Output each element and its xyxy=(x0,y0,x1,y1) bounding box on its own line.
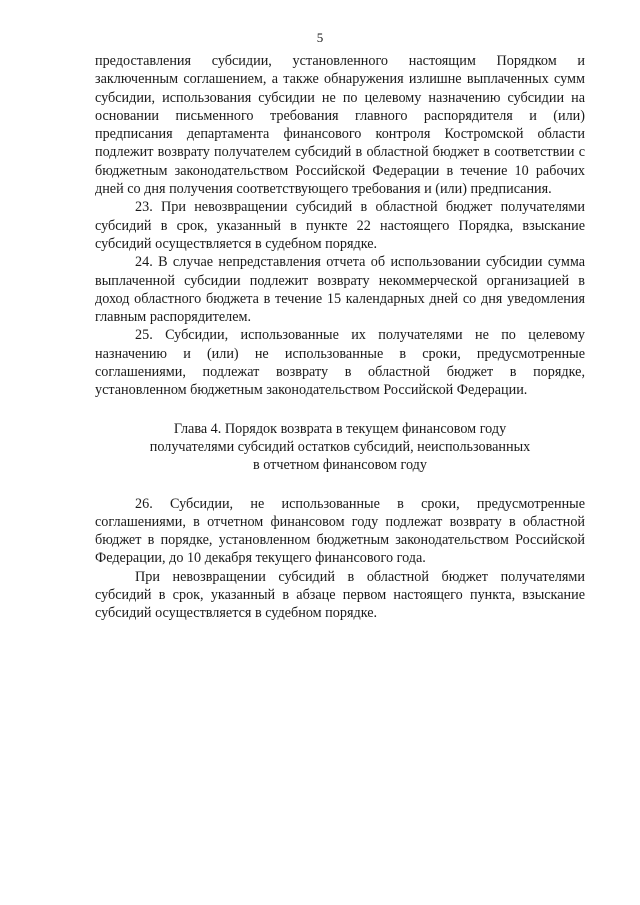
chapter-heading-line-1: Глава 4. Порядок возврата в текущем финансовом году xyxy=(173,420,507,437)
paragraph-26: 26. Субсидии, не использованные в сроки, предусмотренные соглашениями, в отчетном финансовом году подлежат возврату в областной бюджет в порядке, установленном бюджетным законодательством Российской Федерации, до 10 декабря текущего финансового года. xyxy=(95,495,585,567)
page-number: 5 xyxy=(316,30,324,45)
paragraph-23: 23. При невозвращении субсидий в областной бюджет получателями субсидий в срок, указанный в пункте 22 настоящего Порядка, взыскание субсидий осуществляется в судебном порядке. xyxy=(95,199,585,252)
document-body xyxy=(95,52,585,623)
paragraph-24: 24. В случае непредставления отчета об использовании субсидии сумма выплаченной субсидии подлежит возврату некоммерческой организацией в доход областного бюджета в течение 15 календарных дней со дня уведомления главным распорядителем. xyxy=(95,254,585,326)
paragraph-continuation: предоставления субсидии, установленного настоящим Порядком и заключенным соглашением, а также обнаружения излишне выплаченных сумм субсидии, использования субсидии не по целевому назначению субсидии на основании письменного требования главного распорядителя и (или) предписания департамента финансового контроля Костромской области подлежит возврату получателем субсидий в областной бюджет в соответствии с бюджетным законодательством Российской Федерации в течение 10 рабочих дней со дня получения соответствующего требования и (или) предписания. xyxy=(95,53,585,198)
chapter-heading-line-3: в отчетном финансовом году xyxy=(253,457,427,474)
chapter-heading xyxy=(95,420,585,475)
paragraph-25: 25. Субсидии, использованные их получателями не по целевому назначению и (или) не использованные в сроки, предусмотренные соглашениями, подлежат возврату в областной бюджет в порядке, установленном бюджетным законодательством Российской Федерации. xyxy=(95,327,585,399)
paragraph-26-second: При невозвращении субсидий в областной бюджет получателями субсидий в срок, указанный в абзаце первом настоящего пункта, взыскание субсидий осуществляется в судебном порядке. xyxy=(95,568,585,622)
chapter-heading-line-2: получателями субсидий остатков субсидий, неиспользованных xyxy=(149,438,531,455)
